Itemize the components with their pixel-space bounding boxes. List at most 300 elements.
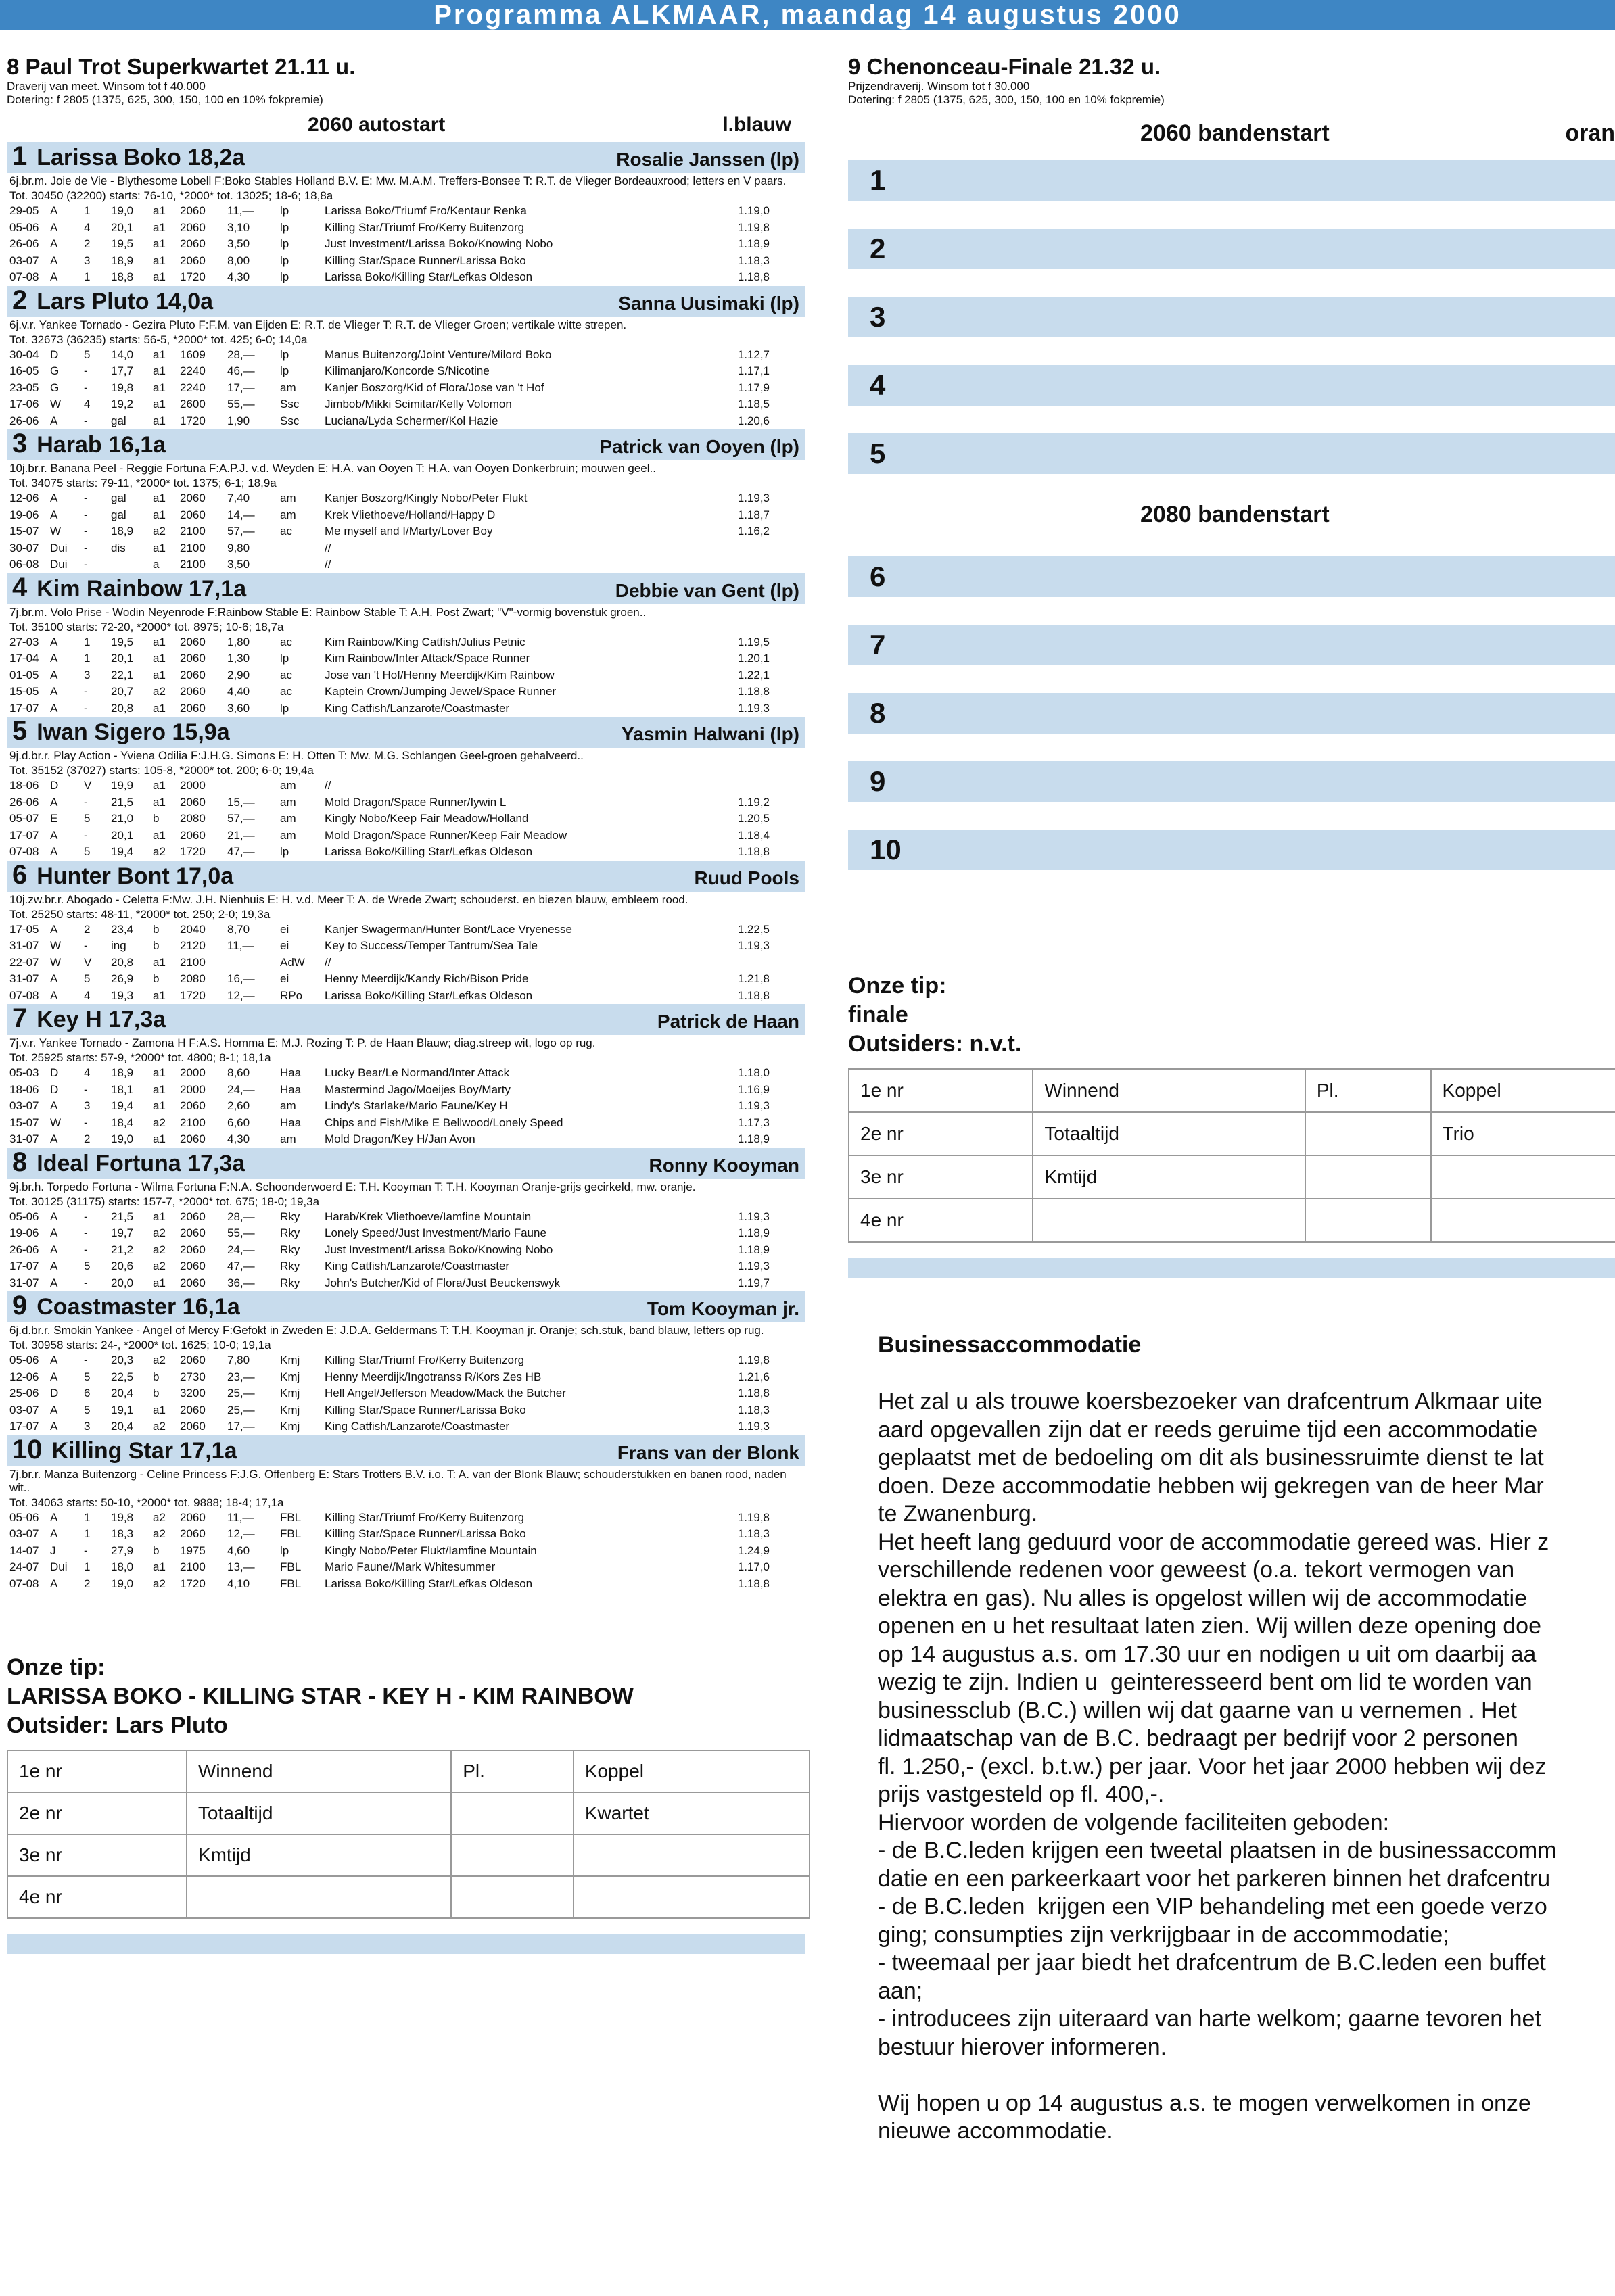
form-cell: 7,40 (227, 492, 250, 504)
form-cell: 1720 (180, 414, 206, 427)
form-cell: 1.18,3 (737, 254, 770, 267)
form-cell: 24,— (227, 1243, 255, 1256)
form-cell: 1.21,6 (737, 1370, 770, 1383)
start-number: 4 (870, 369, 886, 401)
form-cell: a1 (153, 779, 166, 792)
bet-cell: Winnend (1033, 1069, 1305, 1112)
form-cell: // (325, 955, 331, 969)
form-cell: a1 (153, 508, 166, 521)
form-cell: 1.18,8 (737, 1577, 770, 1590)
form-cell: 17-07 (9, 1260, 39, 1272)
horse-number: 1 (12, 141, 28, 171)
form-cell: am (280, 812, 296, 825)
form-cell: 17-07 (9, 828, 39, 842)
form-cell: 2060 (180, 1403, 206, 1416)
start-slot (848, 625, 1615, 665)
form-cell: 2,60 (227, 1099, 250, 1112)
form-cell: 23,4 (111, 922, 134, 936)
horse-name (12, 1003, 166, 1035)
start-number: 1 (870, 164, 886, 196)
form-cell: W (50, 525, 62, 537)
race-9-distance-2: 2080 bandenstart (1140, 502, 1330, 527)
article-title: Businessaccommodatie (878, 1332, 1142, 1358)
race-9-slots-group-2 (848, 556, 1615, 870)
form-cell: 18,0 (111, 1560, 134, 1573)
form-cell: 15,— (227, 795, 255, 809)
form-cell: 8,00 (227, 254, 250, 267)
form-cell: 4,60 (227, 1544, 250, 1557)
form-cell: 11,— (227, 939, 254, 952)
race-8-outsider: Outsider: Lars Pluto (7, 1713, 228, 1738)
form-cell: Rky (280, 1210, 300, 1223)
form-cell: a2 (153, 1577, 166, 1590)
form-cell: 1720 (180, 845, 206, 858)
form-cell: 9,80 (227, 541, 250, 554)
form-cell: b (153, 939, 160, 952)
bet-row (849, 1069, 1615, 1112)
form-cell: Dui (50, 1560, 68, 1573)
form-row (9, 1526, 802, 1543)
form-cell: 1 (84, 1527, 91, 1540)
form-cell: am (280, 381, 296, 394)
horse-name (12, 1290, 240, 1322)
form-cell: A (50, 972, 58, 985)
horse-pedigree: 10j.br.r. Banana Peel - Reggie Fortuna F:A.P.J. v.d. Weyden E: H.A. van Ooyen T: H.A. van Ooyen Donkerbruin; mouwen geel.. (9, 462, 656, 475)
form-cell: A (50, 988, 58, 1002)
race-8-footer-bar (7, 1934, 805, 1954)
horse-summary: Tot. 30450 (32200) starts: 76-10, *2000* tot. 13025; 18-6; 18,8a (9, 189, 333, 202)
horse-driver: Debbie van Gent (lp) (615, 579, 799, 601)
form-cell: 20,6 (111, 1260, 134, 1272)
form-cell: A (50, 1276, 58, 1289)
bet-row (7, 1750, 810, 1792)
form-cell: 2060 (180, 828, 206, 842)
form-cell: V (84, 779, 92, 792)
form-cell: 12-06 (9, 492, 39, 504)
form-row (9, 922, 802, 938)
form-cell: 1 (84, 1560, 91, 1573)
form-cell: A (50, 414, 58, 427)
form-cell: a2 (153, 1226, 166, 1239)
bet-cell: 3e nr (7, 1834, 187, 1876)
form-cell: gal (111, 414, 126, 427)
form-cell: 05-06 (9, 1210, 39, 1223)
form-cell: ac (280, 525, 292, 537)
form-cell: A (50, 922, 58, 936)
form-row (9, 667, 802, 684)
form-cell: Ssc (280, 414, 300, 427)
form-cell: 23,— (227, 1370, 255, 1383)
form-cell: b (153, 1387, 160, 1400)
form-row (9, 1065, 802, 1082)
form-cell: 26-06 (9, 237, 39, 250)
form-cell: 47,— (227, 1260, 255, 1272)
form-cell: Kim Rainbow/King Catfish/Julius Petnic (325, 635, 525, 648)
form-cell: - (84, 1276, 88, 1289)
form-cell: a1 (153, 348, 166, 361)
form-cell: 1.19,0 (737, 204, 770, 217)
form-cell: 06-08 (9, 558, 39, 571)
form-cell: Haa (280, 1066, 302, 1079)
form-cell: 2100 (180, 525, 206, 537)
form-cell: 26-06 (9, 414, 39, 427)
horse-name-text: Kim Rainbow 17,1a (37, 575, 247, 602)
bet-cell: Kmtijd (187, 1834, 451, 1876)
horse-pedigree: 9j.d.br.r. Play Action - Yviena Odilia F:J.H.G. Simons E: H. Otten T: Mw. M.G. Schlangen Geel-groen gehalveerd.. (9, 749, 584, 762)
form-cell: - (84, 1116, 88, 1129)
form-cell: 2060 (180, 668, 206, 681)
race-9-prize: Dotering: f 2805 (1375, 625, 300, 150, 100 en 10% fokpremie) (848, 93, 1165, 106)
bet-cell: 1e nr (849, 1069, 1033, 1112)
form-cell: 4 (84, 1066, 91, 1079)
form-cell: 21,2 (111, 1243, 134, 1256)
form-cell: 5 (84, 845, 91, 858)
form-cell: 2060 (180, 1260, 206, 1272)
form-row (9, 1275, 802, 1292)
form-cell: 1.18,9 (737, 1132, 770, 1145)
form-cell: 5 (84, 812, 91, 825)
form-row (9, 396, 802, 413)
form-cell: 5 (84, 1403, 91, 1416)
bet-cell (1305, 1155, 1431, 1199)
form-cell: - (84, 701, 88, 715)
form-cell: 07-08 (9, 1577, 39, 1590)
horse-entry (7, 1291, 805, 1435)
horse-form-list (7, 1209, 805, 1292)
form-cell: 20,4 (111, 1387, 134, 1400)
form-cell: 20,1 (111, 220, 134, 234)
form-cell: gal (111, 492, 126, 504)
form-cell: 19,0 (111, 1132, 134, 1145)
form-cell: lp (280, 237, 289, 250)
form-cell: a2 (153, 685, 166, 698)
form-cell: A (50, 1403, 58, 1416)
form-cell: Kanjer Swagerman/Hunter Bont/Lace Vryenesse (325, 922, 573, 936)
form-cell: 01-05 (9, 668, 39, 681)
form-cell: 1.19,8 (737, 1510, 770, 1524)
form-row (9, 490, 802, 507)
horse-driver: Sanna Uusimaki (lp) (618, 292, 799, 314)
bet-cell: Totaaltijd (187, 1792, 451, 1834)
form-cell: 2100 (180, 1560, 206, 1573)
form-cell: 2060 (180, 254, 206, 267)
form-cell: AdW (280, 955, 305, 969)
form-cell: 2060 (180, 220, 206, 234)
form-cell: A (50, 795, 58, 809)
form-cell: 25,— (227, 1403, 255, 1416)
bet-cell: 2e nr (849, 1112, 1033, 1155)
form-cell: 19-06 (9, 508, 39, 521)
form-cell: 7,80 (227, 1354, 250, 1366)
horse-name (12, 141, 245, 173)
form-cell: b (153, 1370, 160, 1383)
form-cell: 4,10 (227, 1577, 250, 1590)
horse-driver: Patrick van Ooyen (lp) (599, 436, 799, 457)
form-cell: 4 (84, 220, 91, 234)
form-cell: King Catfish/Lanzarote/Coastmaster (325, 1420, 510, 1433)
form-cell: Jimbob/Mikki Scimitar/Kelly Volomon (325, 398, 512, 410)
form-cell: a2 (153, 1510, 166, 1524)
form-cell: 1.20,1 (737, 652, 770, 665)
start-slot (848, 365, 1615, 406)
form-cell: Kmj (280, 1420, 300, 1433)
form-cell: 1.18,8 (737, 685, 770, 698)
race-8-colour: l.blauw (722, 114, 791, 136)
horse-driver: Frans van der Blonk (617, 1441, 799, 1463)
form-cell: 22,5 (111, 1370, 134, 1383)
form-cell: a1 (153, 1276, 166, 1289)
form-cell: A (50, 1132, 58, 1145)
form-cell: - (84, 685, 88, 698)
bet-cell (1305, 1199, 1431, 1242)
form-cell: a1 (153, 652, 166, 665)
start-number: 7 (870, 629, 886, 661)
form-cell: 11,— (227, 1510, 254, 1524)
form-cell: 47,— (227, 845, 255, 858)
form-cell: 03-07 (9, 254, 39, 267)
horse-header (7, 1004, 805, 1035)
bet-cell (451, 1792, 574, 1834)
form-row (9, 1225, 802, 1242)
form-cell: 5 (84, 348, 91, 361)
form-cell: Harab/Krek Vliethoeve/Iamfine Mountain (325, 1210, 532, 1223)
form-cell: 18,3 (111, 1527, 134, 1540)
horse-summary: Tot. 25250 starts: 48-11, *2000* tot. 250; 2-0; 19,3a (9, 907, 271, 921)
form-cell: 2060 (180, 652, 206, 665)
form-cell: ac (280, 685, 292, 698)
form-cell: D (50, 348, 59, 361)
form-cell: 1.18,0 (737, 1066, 770, 1079)
form-cell: - (84, 939, 88, 952)
form-cell: D (50, 1082, 59, 1096)
form-row (9, 523, 802, 540)
form-cell: 14-07 (9, 1544, 39, 1557)
form-cell: 1.19,8 (737, 220, 770, 234)
horse-pedigree: 7j.br.r. Manza Buitenzorg - Celine Princess F:J.G. Offenberg E: Stars Trotters B.V. i.o. T: A. van der Blonk Blauw; schouderstukken en banen rood, naden wit.. (9, 1467, 787, 1494)
form-cell: a1 (153, 1210, 166, 1223)
form-cell: 07-08 (9, 988, 39, 1002)
form-row (9, 938, 802, 955)
form-row (9, 1098, 802, 1115)
form-cell: 1.22,5 (737, 922, 770, 936)
bet-row (7, 1792, 810, 1834)
horse-entry (7, 286, 805, 430)
horse-pedigree: 6j.v.r. Yankee Tornado - Gezira Pluto F:F.M. van Eijden E: R.T. de Vlieger T: R.T. de Vlieger Groen; vertikale witte strepen. (9, 318, 627, 331)
horse-name (12, 1434, 237, 1466)
form-cell: 1720 (180, 1577, 206, 1590)
form-cell (111, 556, 153, 573)
form-cell: lp (280, 701, 289, 715)
start-number: 3 (870, 301, 886, 333)
race-9-conditions: Prijzendraverij. Winsom tot f 30.000 (848, 80, 1030, 93)
form-cell: 15-07 (9, 525, 39, 537)
form-cell: 16-05 (9, 364, 39, 377)
form-cell: 2120 (180, 939, 206, 952)
bet-cell (1431, 1155, 1615, 1199)
form-cell: 22,1 (111, 668, 134, 681)
form-cell: a1 (153, 204, 166, 217)
form-cell: Kmj (280, 1354, 300, 1366)
form-cell: dis (111, 541, 126, 554)
form-cell: ac (280, 635, 292, 648)
form-cell: 2060 (180, 1226, 206, 1239)
form-row (9, 1082, 802, 1099)
form-cell: 22-07 (9, 955, 39, 969)
form-cell: Kanjer Boszorg/Kingly Nobo/Peter Flukt (325, 492, 528, 504)
form-row (9, 794, 802, 811)
form-cell: 2100 (180, 1116, 206, 1129)
form-cell: Lonely Speed/Just Investment/Mario Faune (325, 1226, 546, 1239)
form-cell: lp (280, 204, 289, 217)
form-cell: 1.19,5 (737, 635, 770, 648)
form-cell: 24-07 (9, 1560, 39, 1573)
form-cell: 19,1 (111, 1403, 134, 1416)
horse-summary: Tot. 35152 (37027) starts: 105-8, *2000* tot. 200; 6-0; 19,4a (9, 764, 314, 777)
form-cell: 03-07 (9, 1099, 39, 1112)
form-cell: King Catfish/Lanzarote/Coastmaster (325, 701, 510, 715)
horse-driver: Tom Kooyman jr. (647, 1298, 799, 1319)
form-cell: - (84, 795, 88, 809)
race-8-column (7, 41, 805, 1954)
form-cell: a (153, 558, 160, 571)
form-cell (722, 556, 770, 573)
form-cell: Kmj (280, 1370, 300, 1383)
form-cell: 05-07 (9, 812, 39, 825)
bet-row (849, 1112, 1615, 1155)
form-cell: 2000 (180, 1066, 206, 1079)
bet-cell: Kwartet (574, 1792, 810, 1834)
horse-name (12, 859, 233, 892)
form-cell: 2060 (180, 492, 206, 504)
race-9-footer-bar (848, 1258, 1615, 1278)
form-cell: a1 (153, 254, 166, 267)
form-cell: 2060 (180, 1210, 206, 1223)
horse-form-list (7, 634, 805, 717)
form-cell: A (50, 237, 58, 250)
form-cell: 05-06 (9, 220, 39, 234)
form-cell: - (84, 1082, 88, 1096)
form-cell: 1.19,3 (737, 1210, 770, 1223)
form-cell: 17,— (227, 1420, 255, 1433)
business-article (848, 1332, 1615, 2146)
bet-cell: Pl. (451, 1750, 574, 1792)
form-cell: 3 (84, 668, 91, 681)
horse-entry (7, 429, 805, 573)
form-cell: 8,60 (227, 1066, 250, 1079)
form-cell: 2060 (180, 237, 206, 250)
form-cell: 1.18,9 (737, 1243, 770, 1256)
horse-summary: Tot. 30958 starts: 24-, *2000* tot. 1625; 10-0; 19,1a (9, 1339, 271, 1352)
form-cell: 4,30 (227, 270, 250, 283)
horse-pedigree: 9j.br.h. Torpedo Fortuna - Wilma Fortuna F:N.A. Schoonderwoerd E: T.H. Kooyman T: T.H. Kooyman Oranje-grijs gecirkeld, mw. oranje. (9, 1180, 696, 1193)
horse-name-text: Hunter Bont 17,0a (37, 863, 234, 889)
form-cell: 1 (84, 270, 91, 283)
form-row (9, 269, 802, 286)
form-cell: Henny Meerdijk/Ingotranss R/Kors Zes HB (325, 1370, 542, 1383)
form-cell: a1 (153, 795, 166, 809)
horse-name (12, 1147, 245, 1179)
form-cell: Mastermind Jago/Moeijes Boy/Marty (325, 1082, 511, 1096)
race-9-bet-table (848, 1068, 1615, 1243)
form-cell: A (50, 845, 58, 858)
race-8-distance: 2060 autostart (308, 114, 446, 136)
form-cell: a1 (153, 237, 166, 250)
bet-cell: 4e nr (849, 1199, 1033, 1242)
form-cell: J (50, 1544, 56, 1557)
form-cell: Manus Buitenzorg/Joint Venture/Milord Boko (325, 348, 552, 361)
form-cell: 18,9 (111, 1066, 134, 1079)
form-row (9, 556, 802, 573)
horse-header (7, 861, 805, 892)
form-row (9, 236, 802, 253)
form-cell: A (50, 1527, 58, 1540)
form-cell: Larissa Boko/Killing Star/Lefkas Oldeson (325, 988, 533, 1002)
form-cell: 07-08 (9, 270, 39, 283)
form-cell: A (50, 1210, 58, 1223)
bet-row (849, 1155, 1615, 1199)
bet-cell: Kmtijd (1033, 1155, 1305, 1199)
form-cell: 1.19,3 (737, 492, 770, 504)
form-cell: Henny Meerdijk/Kandy Rich/Bison Pride (325, 972, 529, 985)
form-cell: A (50, 220, 58, 234)
form-cell: A (50, 828, 58, 842)
form-cell: Dui (50, 541, 68, 554)
form-row (9, 700, 802, 717)
horse-form-list (7, 490, 805, 573)
horse-pedigree: 6j.d.br.r. Smokin Yankee - Angel of Mercy F:Gefokt in Zweden E: J.D.A. Geldermans T: T.H. Kooyman jr. Oranje; sch.stuk, band blauw, letters op rug. (9, 1324, 764, 1337)
bet-cell (187, 1876, 451, 1918)
form-cell: a1 (153, 364, 166, 377)
form-cell: 03-07 (9, 1527, 39, 1540)
form-cell: A (50, 701, 58, 715)
form-cell: 1.20,5 (737, 812, 770, 825)
form-row (9, 347, 802, 364)
bet-cell: 4e nr (7, 1876, 187, 1918)
form-cell: FBL (280, 1577, 302, 1590)
form-cell: - (84, 381, 88, 394)
form-cell: V (84, 955, 92, 969)
bet-cell: Winnend (187, 1750, 451, 1792)
form-cell: 1.24,9 (737, 1544, 770, 1557)
form-cell: a1 (153, 701, 166, 715)
form-cell: Ssc (280, 398, 300, 410)
race-9-distance-row-1 (848, 120, 1615, 147)
form-cell: 20,8 (111, 701, 134, 715)
form-cell: 18,4 (111, 1116, 134, 1129)
form-cell: 17-04 (9, 652, 39, 665)
form-cell: 19,4 (111, 1099, 134, 1112)
form-cell: 8,70 (227, 922, 250, 936)
form-cell: 16,— (227, 972, 255, 985)
horse-name (12, 285, 213, 317)
form-cell: a1 (153, 668, 166, 681)
form-cell: 19,2 (111, 398, 134, 410)
horse-number: 5 (12, 716, 28, 746)
form-row (9, 1385, 802, 1402)
form-cell: a2 (153, 1354, 166, 1366)
horse-entry (7, 717, 805, 861)
horse-header (7, 1291, 805, 1322)
form-cell: A (50, 1226, 58, 1239)
bet-row (7, 1876, 810, 1918)
form-cell: John's Butcher/Kid of Flora/Just Beuckenswyk (325, 1276, 561, 1289)
form-cell: a2 (153, 525, 166, 537)
form-cell: - (84, 1226, 88, 1239)
form-cell: 2 (84, 1132, 91, 1145)
form-cell: 2060 (180, 1527, 206, 1540)
form-row (9, 1369, 802, 1386)
form-row (9, 1131, 802, 1148)
